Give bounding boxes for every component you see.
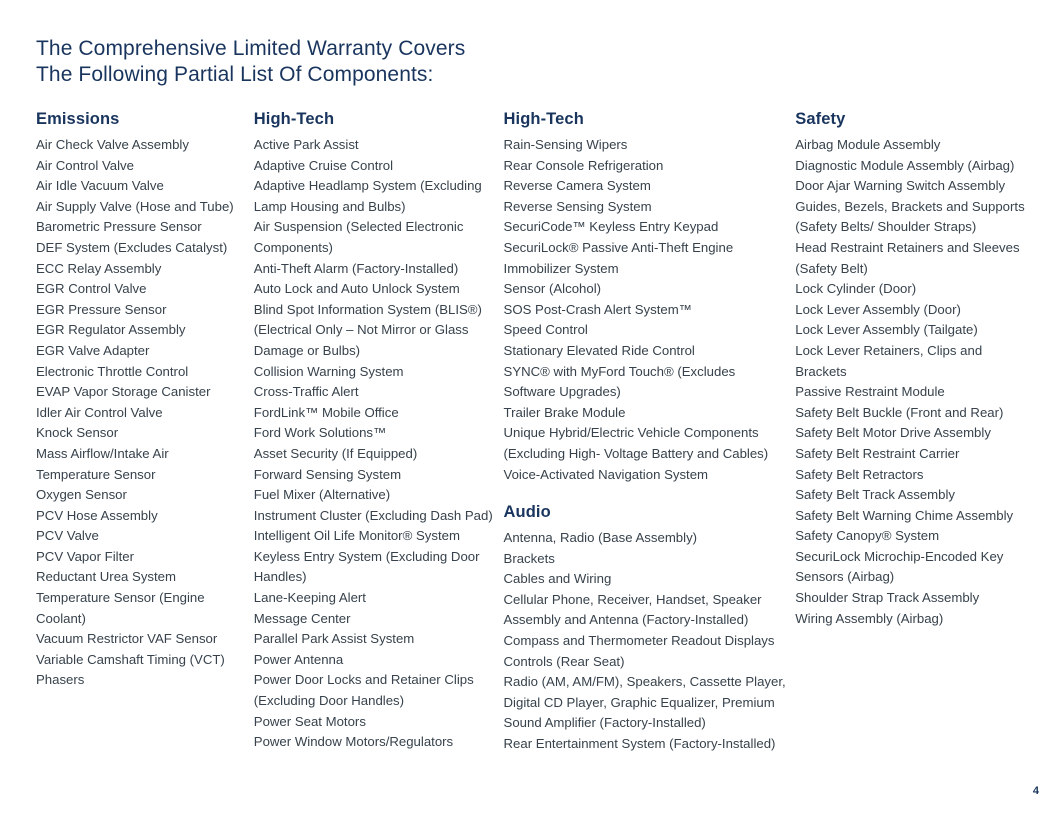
list-item: Cross-Traffic Alert [253,384,359,400]
section-heading: Safety [795,110,846,128]
list-item: SYNC® with MyFord Touch® (Excludes Software Upgrades) [503,363,736,400]
list-item: Controls (Rear Seat) [503,653,625,669]
list-item: Asset Security (If Equipped) [253,445,418,461]
page-title-line-1: The Comprehensive Limited Warranty Covers [36,37,466,60]
list-item: Compass and Thermometer Readout Displays [503,633,775,649]
list-item: SecuriLock Microchip-Encoded Key [795,548,1004,564]
list-item: Lock Lever Assembly (Door) [795,301,961,317]
list-item: Air Control Valve [36,157,134,173]
list-item: Reverse Camera System [503,178,651,194]
component-list [36,135,246,691]
list-item: Power Seat Motors [253,713,366,729]
list-item: SecuriCode™ Keyless Entry Keypad [503,219,719,235]
list-item: Cellular Phone, Receiver, Handset, Speaker Assembly and Antenna (Factory-Installed) [503,591,762,628]
list-item: Lock Cylinder (Door) [795,281,917,297]
list-item: Temperature Sensor (Engine Coolant) [36,590,205,626]
list-item: Guides, Bezels, Brackets and Supports (Safety Belts/ Shoulder Straps) [795,198,1025,235]
page-content [36,36,1037,809]
list-item: Safety Belt Buckle (Front and Rear) [795,404,1004,420]
list-item: Speed Control [503,322,588,338]
list-item: Mass Airflow/Intake Air Temperature Sensor [36,445,169,482]
list-item: Power Door Locks and Retainer Clips (Excluding Door Handles) [253,672,474,709]
column-safety [795,110,1037,629]
component-list [795,135,1033,629]
list-item: Trailer Brake Module [503,404,626,420]
list-item: Voice-Activated Navigation System [503,466,709,482]
list-item: Rain-Sensing Wipers [503,137,628,152]
list-item: Antenna, Radio (Base Assembly) [503,530,698,546]
list-item: SOS Post-Crash Alert System™ [503,301,692,317]
list-item: Air Suspension (Selected Electronic Components) [253,219,464,255]
list-item: Safety Belt Track Assembly [795,487,956,503]
list-item: Collision Warning System [253,363,404,379]
list-item: Lock Lever Retainers, Clips and Brackets [795,342,983,379]
page-number: 4 [1032,785,1039,797]
list-item: FordLink™ Mobile Office [253,404,399,420]
list-item: EGR Control Valve [36,281,147,297]
section-heading: High-Tech [253,110,335,128]
list-item: SecuriLock® Passive Anti-Theft Engine Immobilizer System [503,239,734,276]
section-heading: Emissions [36,110,120,128]
list-item: Passive Restraint Module [795,384,945,400]
list-item: Unique Hybrid/Electric Vehicle Components (Excluding High- Voltage Battery and Cables) [503,425,769,461]
component-list [504,528,788,755]
list-item: Barometric Pressure Sensor [36,219,202,235]
list-item: Adaptive Cruise Control [253,157,394,173]
list-item: Power Antenna [253,651,344,667]
list-item: Idler Air Control Valve [36,404,163,420]
list-item: Keyless Entry System (Excluding Door Handles) [253,548,480,585]
list-item: Diagnostic Module Assembly (Airbag) [795,157,1015,173]
list-item: Auto Lock and Auto Unlock System [253,281,460,297]
column-high-tech-2 [504,110,796,755]
list-item: Instrument Cluster (Excluding Dash Pad) [253,507,493,523]
list-item: Ford Work Solutions™ [253,425,387,441]
list-item: Wiring Assembly (Airbag) [795,610,944,626]
list-item: Radio (AM, AM/FM), Speakers, Cassette Player, Digital CD Player, Graphic Equalizer, Premium Sound Amplifier (Factory-Installed) [503,674,786,731]
component-list [504,135,788,485]
list-item: PCV Valve [36,528,99,544]
list-item: DEF System (Excludes Catalyst) [36,239,228,255]
list-item: Stationary Elevated Ride Control [503,342,695,358]
list-item: Air Idle Vacuum Valve [36,178,164,194]
list-item: PCV Hose Assembly [36,507,158,523]
page-title [36,36,1037,88]
page-title-line-2: The Following Partial List Of Components: [36,63,434,86]
list-item: ECC Relay Assembly [36,260,162,276]
list-item: Knock Sensor [36,425,119,441]
list-item: Cables and Wiring [503,571,612,587]
list-item: Brackets [503,550,555,566]
list-item: EGR Regulator Assembly [36,322,186,338]
list-item: Head Restraint Retainers and Sleeves (Safety Belt) [795,239,1020,276]
list-item: Anti-Theft Alarm (Factory-Installed) [253,260,459,276]
list-item: EGR Pressure Sensor [36,301,167,317]
list-item: EGR Valve Adapter [36,342,150,358]
list-item: Safety Canopy® System [795,528,940,544]
list-item: Message Center [253,610,351,626]
list-item: Door Ajar Warning Switch Assembly [795,178,1006,194]
list-item: Air Supply Valve (Hose and Tube) [36,198,234,214]
list-item: Parallel Park Assist System [253,631,415,647]
list-item: Safety Belt Warning Chime Assembly [795,507,1014,523]
section-heading: High-Tech [503,110,584,128]
list-item: Sensor (Alcohol) [503,281,602,297]
list-item: Power Window Motors/Regulators [253,734,454,750]
list-item: Shoulder Strap Track Assembly [795,590,980,606]
list-item: Safety Belt Motor Drive Assembly [795,425,991,441]
list-item: Airbag Module Assembly [795,137,941,152]
column-emissions [36,110,254,691]
component-list [254,135,496,753]
list-item: Sensors (Airbag) [795,569,895,585]
list-item: Air Check Valve Assembly [36,137,189,152]
list-item: Fuel Mixer (Alternative) [253,487,391,503]
list-item: Blind Spot Information System (BLIS®) (Electrical Only – Not Mirror or Glass Damage or Bulbs) [253,301,482,358]
list-item: PCV Vapor Filter [36,548,134,564]
list-item: Intelligent Oil Life Monitor® System [253,528,460,544]
list-item: Oxygen Sensor [36,487,127,503]
page-left-margin [0,0,7,819]
list-item: Forward Sensing System [253,466,402,482]
list-item: Variable Camshaft Timing (VCT) Phasers [36,651,225,688]
list-item: Reductant Urea System [36,569,176,585]
list-item: Lane-Keeping Alert [253,590,366,606]
section-heading: Audio [503,503,551,522]
list-item: Reverse Sensing System [503,198,652,214]
list-item: Rear Console Refrigeration [503,157,664,173]
list-item: Vacuum Restrictor VAF Sensor [36,631,218,647]
list-item: Safety Belt Restraint Carrier [795,445,960,461]
column-high-tech-1 [254,110,504,753]
list-item: Active Park Assist [253,137,359,152]
list-item: Electronic Throttle Control [36,363,189,379]
component-columns [36,110,1037,755]
list-item: Adaptive Headlamp System (Excluding Lamp Housing and Bulbs) [253,178,482,214]
list-item: Safety Belt Retractors [795,466,924,482]
list-item: Rear Entertainment System (Factory-Installed) [503,736,776,752]
list-item: EVAP Vapor Storage Canister [36,384,211,400]
list-item: Lock Lever Assembly (Tailgate) [795,322,978,338]
